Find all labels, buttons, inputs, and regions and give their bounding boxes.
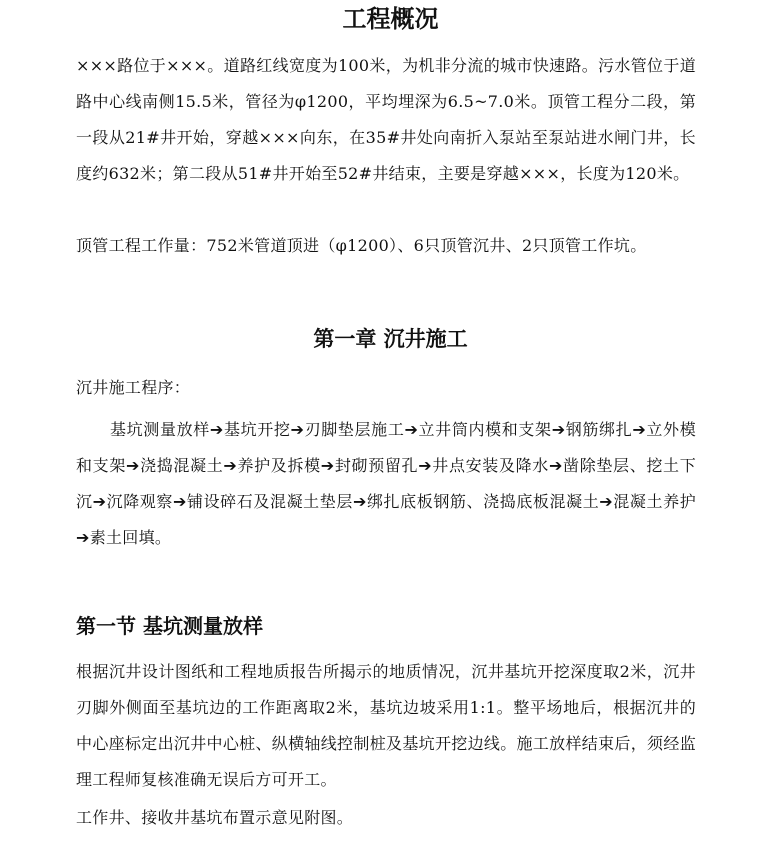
chapter-title: 第一章 沉井施工 [313,327,468,351]
document-title: 工程概况 [342,5,439,33]
workload-paragraph: 顶管工程工作量：752米管道顶进（φ1200）、6只顶管沉井、2只顶管工作坑。 [76,236,647,255]
survey-paragraph: 根据沉井设计图纸和工程地质报告所揭示的地质情况，沉井基坑开挖深度取2米，沉井刃脚外侧面至基坑边的工作距离取2米，基坑边坡采用1:1。整平场地后，根据沉井的中心座标定出沉井中心桩、纵横轴线控制桩及基坑开挖边线。施工放样结束后，须经监理工程师复核准确无误后方可开工。 [76,662,696,789]
project-overview-paragraph: ×××路位于×××。道路红线宽度为100米，为机非分流的城市快速路。污水管位于道路中心线南侧15.5米，管径为φ1200，平均埋深为6.5~7.0米。顶管工程分二段，第一段从21#井开始，穿越×××向东，在35#井处向南折入泵站至泵站进水闸门井，长度约632米；第二段从51#井开始至52#井结束，主要是穿越×××，长度为120米。 [76,56,696,183]
procedure-label: 沉井施工程序： [76,378,191,397]
layout-note-paragraph: 工作井、接收井基坑布置示意见附图。 [76,808,354,827]
procedure-flow-paragraph: 基坑测量放样➔基坑开挖➔刃脚垫层施工➔立井筒内模和支架➔钢筋绑扎➔立外模和支架➔浇捣混凝土➔养护及拆模➔封砌预留孔➔井点安装及降水➔凿除垫层、挖土下沉➔沉降观察➔铺设碎石及混凝土垫层➔绑扎底板钢筋、浇捣底板混凝土➔混凝土养护➔素土回填。 [76,420,696,547]
section-title: 第一节 基坑测量放样 [76,614,263,638]
